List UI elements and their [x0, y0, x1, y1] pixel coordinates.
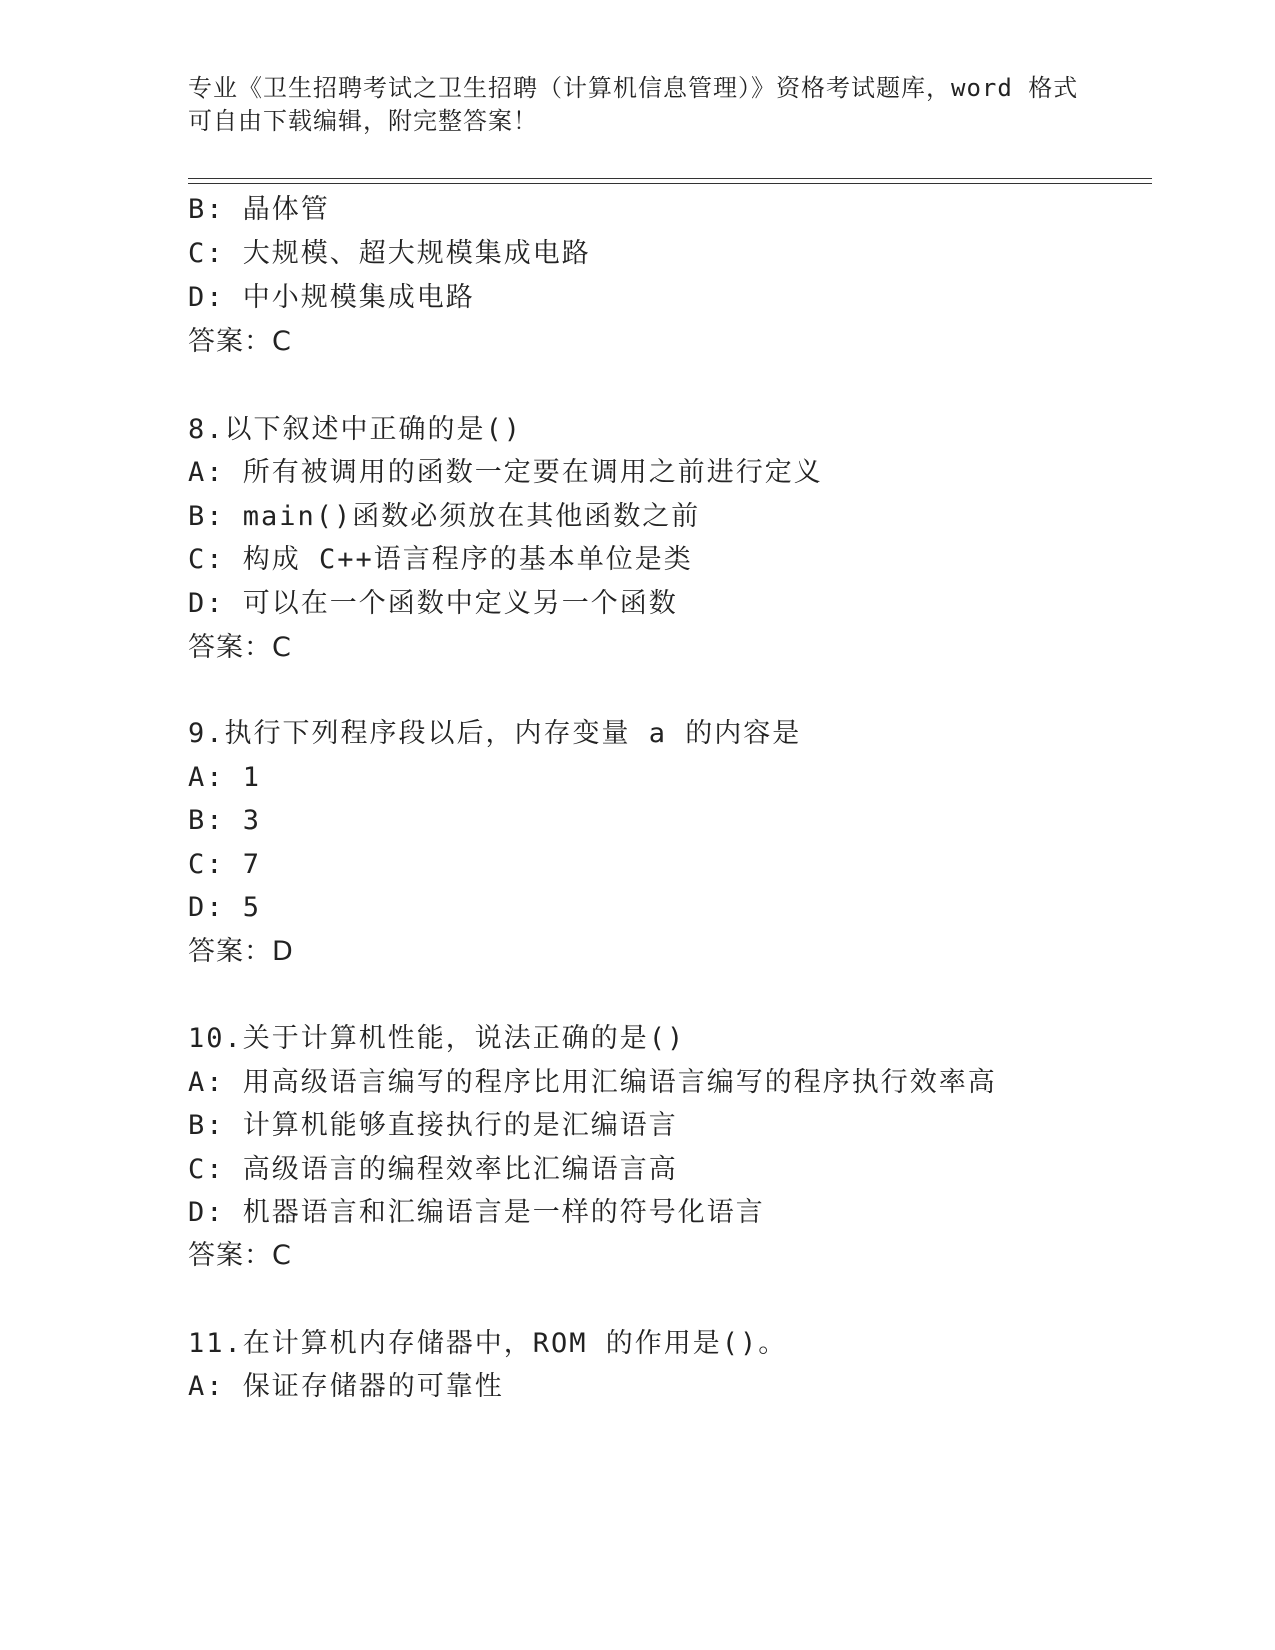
q9-option-c: C: 7: [188, 849, 262, 880]
q8-option-d: D: 可以在一个函数中定义另一个函数: [188, 588, 678, 619]
q8-answer: 答案：C: [188, 632, 292, 663]
q9-option-d: D: 5: [188, 892, 262, 923]
q7-answer: 答案：C: [188, 326, 292, 357]
q11-question: 11.在计算机内存储器中，ROM 的作用是()。: [188, 1328, 788, 1359]
header-line-2: 可自由下载编辑，附完整答案！: [188, 107, 538, 135]
q10-question: 10.关于计算机性能，说法正确的是(): [188, 1023, 686, 1054]
q9-answer: 答案：D: [188, 936, 294, 967]
q9-option-a: A: 1: [188, 762, 262, 793]
q10-option-a: A: 用高级语言编写的程序比用汇编语言编写的程序执行效率高: [188, 1067, 997, 1098]
q10-option-c: C: 高级语言的编程效率比汇编语言高: [188, 1154, 678, 1185]
q8-option-a: A: 所有被调用的函数一定要在调用之前进行定义: [188, 457, 823, 488]
q10-answer: 答案：C: [188, 1240, 292, 1271]
header-divider-top: [188, 178, 1152, 179]
q11-option-a: A: 保证存储器的可靠性: [188, 1371, 504, 1402]
q9-option-b: B: 3: [188, 805, 262, 836]
document-header: [188, 72, 1088, 138]
q8-option-c: C: 构成 C++语言程序的基本单位是类: [188, 544, 693, 575]
q8-option-b: B: main()函数必须放在其他函数之前: [188, 501, 701, 532]
q8-question: 8.以下叙述中正确的是(): [188, 414, 523, 445]
header-line-1: 专业《卫生招聘考试之卫生招聘（计算机信息管理）》资格考试题库，word 格式: [188, 74, 1079, 102]
header-divider-bottom: [188, 183, 1152, 184]
q10-option-b: B: 计算机能够直接执行的是汇编语言: [188, 1110, 678, 1141]
q9-question: 9.执行下列程序段以后，内存变量 a 的内容是: [188, 718, 802, 749]
q7-option-c: C: 大规模、超大规模集成电路: [188, 238, 591, 269]
q7-option-b: B: 晶体管: [188, 194, 330, 225]
q10-option-d: D: 机器语言和汇编语言是一样的符号化语言: [188, 1197, 765, 1228]
q7-option-d: D: 中小规模集成电路: [188, 282, 475, 313]
